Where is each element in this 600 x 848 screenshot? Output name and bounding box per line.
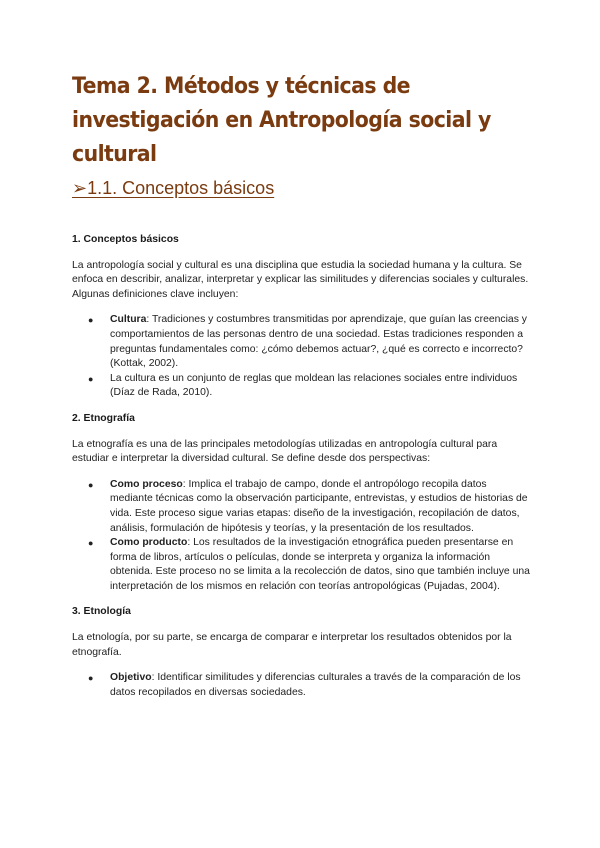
bullet-icon: ● (88, 673, 94, 684)
document-body (72, 233, 532, 711)
bullet-list (72, 313, 532, 401)
list-item-text: : Identificar similitudes y diferencias culturales a través de la comparación de los datos recopilados en diversas sociedades. (110, 672, 521, 698)
subsection-heading: 2. Etnografía (72, 412, 135, 424)
paragraph: La etnografía es una de las principales metodologías utilizadas en antropología cultural para estudiar e interpretar la diversidad cultural. Se define desde dos perspectivas: (72, 438, 498, 465)
bullet-icon: ● (88, 538, 94, 549)
subsection-heading: 1. Conceptos básicos (72, 234, 179, 245)
list-item (88, 536, 532, 594)
list-item (88, 313, 532, 371)
list-item (88, 671, 532, 700)
list-item-term: Objetivo (110, 672, 152, 684)
list-item-term: Cultura (110, 314, 147, 326)
bullet-list (72, 671, 532, 700)
list-item (88, 372, 532, 401)
paragraph: La etnología, por su parte, se encarga de comparar e interpretar los resultados obtenidos por la etnografía. (72, 632, 512, 658)
list-item-text: : Tradiciones y costumbres transmitidas por aprendizaje, que guían las creencias y comportamientos de las personas dentro de una sociedad. Estas tradiciones responden a preguntas fundamentales como: ¿cómo debemos actuar?, ¿qué es correcto e incorrecto? (Kottak, 2002). (110, 314, 527, 370)
section-heading: ➢1.1. Conceptos básicos (72, 178, 275, 198)
bullet-icon: ● (88, 479, 94, 490)
page-title: Tema 2. Métodos y técnicas de investigación en Antropología social y cultural (72, 74, 491, 167)
list-item-term: Como proceso (110, 478, 183, 490)
bullet-list (72, 478, 532, 595)
subsection-heading: 3. Etnología (72, 606, 131, 618)
list-item-text: : Implica el trabajo de campo, donde el antropólogo recopila datos mediante técnicas como la observación participante, entrevistas, y estudios de historias de vida. Este proceso sigue varias etapas: diseño de la investigación, recopilación de datos, análisis, formulación de hipótesis y teorías, y la presentación de los resultados. (110, 478, 528, 534)
paragraph: La antropología social y cultural es una disciplina que estudia la sociedad humana y la cultura. Se enfoca en describir, analizar, interpretar y explicar las similitudes y diferencias sociales y culturales. Algunas definiciones clave incluyen: (72, 259, 529, 300)
bullet-icon: ● (88, 373, 94, 384)
list-item-text: La cultura es un conjunto de reglas que moldean las relaciones sociales entre individuos (Díaz de Rada, 2010). (110, 372, 518, 399)
list-item-term: Como producto (110, 537, 188, 549)
list-item-text: : Los resultados de la investigación etnográfica pueden presentarse en forma de libros, artículos o películas, donde se interpreta y organiza la información obtenida. Este proceso no se limita a la recolección de datos, sino que también incluye una interpretación de los mismos en relación con teorías antropológicas (Pujadas, 2004). (110, 537, 530, 592)
bullet-icon: ● (88, 315, 94, 326)
list-item (88, 478, 532, 536)
